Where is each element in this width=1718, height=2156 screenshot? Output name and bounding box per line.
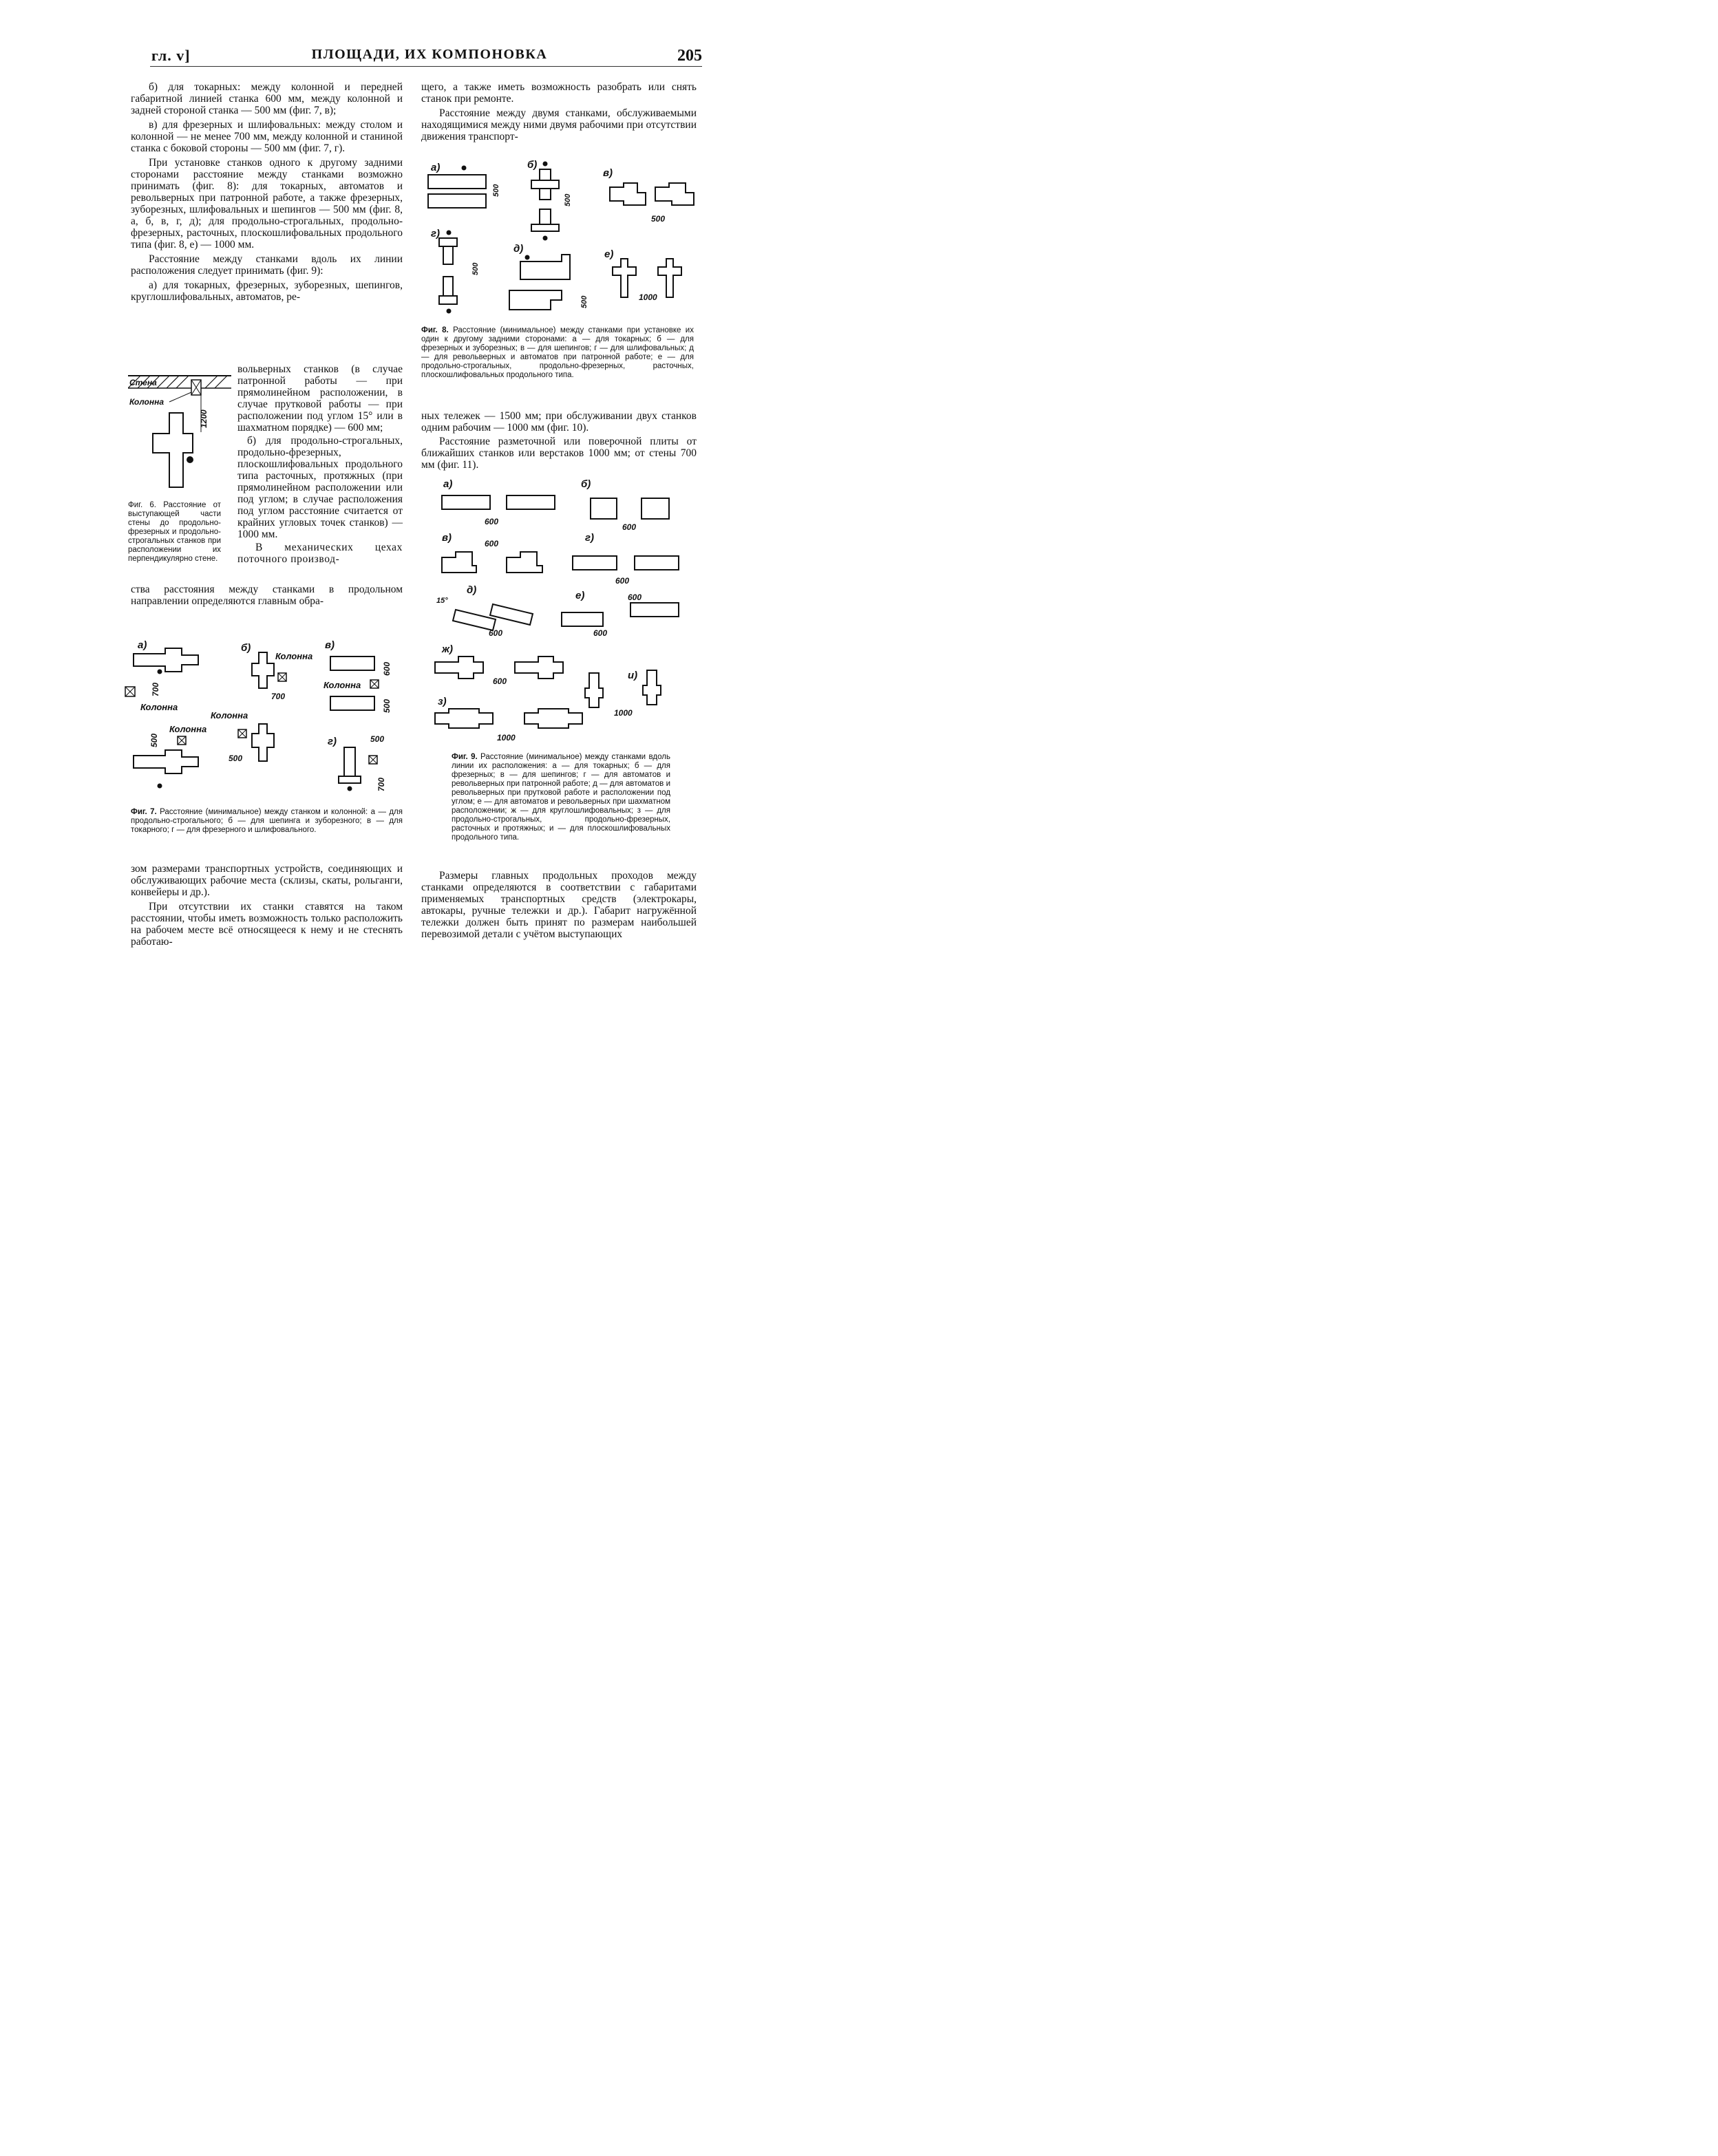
left-column-beside-fig6: [237, 363, 403, 566]
header-rule: [150, 66, 702, 67]
fig9-label-zh: ж): [442, 643, 454, 655]
fig8-label-e: е): [604, 248, 614, 260]
dim-500: 500: [229, 754, 243, 763]
fig7-label-v: в): [325, 639, 335, 651]
fig9-label-g: г): [585, 532, 595, 544]
dim-1000: 1000: [639, 292, 657, 302]
paragraph: зом размерами транспортных устройств, соединяющих и обслуживающих рабочие места (склизы, скаты, рольганги, конвейеры и др.).: [131, 863, 403, 898]
dim-600: 600: [493, 676, 507, 686]
fig7-column-c: Колонна: [169, 724, 207, 734]
fig9-label-b: б): [581, 478, 591, 490]
paragraph: ства расстояния между станками в продольном направлении определяются главным обра-: [131, 584, 403, 607]
paragraph: в) для фрезерных и шлифовальных: между столом и колонной — не менее 700 мм, между колонной и станиной станка с боковой стороны — 500 мм (фиг. 7, г).: [131, 119, 403, 154]
paragraph: Расстояние разметочной или поверочной плиты от ближайших станков или верстаков 1000 мм; от стены 700 мм (фиг. 11).: [421, 436, 697, 471]
dim-700: 700: [151, 682, 160, 696]
fig8-caption-label: Фиг. 8.: [421, 326, 449, 334]
dim-600: 600: [382, 661, 392, 676]
figure-9: [428, 475, 690, 747]
fig6-caption-text: Фиг. 6. Расстояние от выступающей части стены до продольно-фрезерных и продольно-строгальных станков при расположении их перпендикулярно стене.: [128, 501, 221, 563]
left-column-bottom: [131, 863, 403, 950]
dim-1000: 1000: [614, 708, 633, 718]
fig7-column-d: Колонна: [211, 710, 248, 721]
dim-600: 600: [485, 539, 499, 548]
fig7-caption: [131, 808, 403, 835]
dim-500: 500: [471, 262, 480, 275]
fig9-caption-text: Расстояние (минимальное) между станками вдоль линии их расположения: а — для токарных; б — для фрезерных; в — для шепингов; г — для автоматов и револьверных при патронной работе; д — для автоматов и револьверных при прутковой работе и расположении под углом; е — для автоматов и револьверных при шахматном расположении; ж — для круглошлифовальных; з — для продольно-строгальных, продольно-фрезерных, расточных и протяжных; и — для плоскошлифовальных продольного типа.: [452, 753, 670, 842]
paragraph: вольверных станков (в случае патронной работы — при прямолинейном расположении, в случае прутковой работы — при расположении под углом 15° или в шахматном порядке) — 600 мм;: [237, 363, 403, 434]
fig7-column-a: Колонна: [140, 702, 178, 712]
dim-1000: 1000: [497, 733, 516, 743]
dim-700: 700: [271, 692, 286, 701]
fig8-label-d: д): [513, 243, 524, 255]
dim-600: 600: [622, 522, 637, 532]
paragraph: В механических цехах поточного производ-: [237, 542, 403, 565]
dim-500: 500: [492, 184, 500, 197]
fig9-label-d: д): [467, 584, 477, 596]
dim-700: 700: [377, 777, 386, 791]
figure-8: [424, 156, 699, 321]
dim-1200: 1200: [199, 409, 209, 428]
fig7-caption-text: Расстояние (минимальное) между станком и колонной: а — для продольно-строгального; б — для шепинга и зуборезного; в — для токарного; г — для фрезерного и шлифовального.: [131, 808, 403, 834]
figure-7: [124, 633, 399, 805]
dim-500: 500: [564, 193, 572, 206]
page-number: 205: [677, 47, 702, 65]
fig7-label-b: б): [241, 642, 251, 654]
paragraph: б) для продольно-строгальных, продольно-фрезерных, плоскошлифовальных продольного типа расточных, протяжных (при прямолинейном расположении или под углом; в случае расположения под углом расстояние считается от крайних угловых точек станков) — 1000 мм.: [237, 435, 403, 540]
fig7-column-v: Колонна: [324, 680, 361, 690]
wall-label: Стена: [129, 378, 157, 387]
fig9-label-z: з): [438, 696, 447, 707]
fig8-label-g: г): [431, 228, 441, 239]
paragraph: Расстояние между станками вдоль их линии расположения следует принимать (фиг. 9):: [131, 253, 403, 277]
chapter-label: гл. v]: [151, 47, 191, 64]
left-column-upper: [131, 81, 403, 306]
paragraph: щего, а также иметь возможность разобрать или снять станок при ремонте.: [421, 81, 697, 105]
fig9-label-v: в): [442, 532, 452, 544]
fig7-label-g: г): [328, 736, 337, 747]
fig9-label-i: и): [628, 670, 638, 681]
fig7-column-b: Колонна: [275, 651, 313, 661]
fig8-caption-text: Расстояние (минимальное) между станками при установке их один к другому задними сторонами: а — для токарных; б — для фрезерных и зуборезных; в — для шепингов; г — для шлифовальных; д — для револьверных и автоматов при патронной работе; е — для продольно-строгальных, продольно-фрезерных, расточных, плоскошлифовальных продольного типа.: [421, 326, 694, 379]
fig9-label-a: а): [443, 478, 453, 490]
book-page: [0, 0, 859, 1078]
dim-600: 600: [485, 517, 499, 526]
paragraph: б) для токарных: между колонной и передней габаритной линией станка 600 мм, между колонной и задней стороной станка — 500 мм (фиг. 7, в);: [131, 81, 403, 116]
paragraph: При установке станков одного к другому задними сторонами расстояние между станками возможно принимать (фиг. 8): для токарных, автоматов и револьверных при патронной работе, а также фрезерных, зуборезных, шлифовальных и шепингов — 500 мм (фиг. 8, а, б, в, г, д); для продольно-строгальных, продольно-фрезерных, расточных, плоскошлифовальных продольного типа (фиг. 8, е) — 1000 мм.: [131, 157, 403, 250]
left-column-lower: [131, 584, 403, 608]
fig9-caption-label: Фиг. 9.: [452, 753, 478, 761]
right-column-middle: [421, 410, 697, 473]
dim-500: 500: [580, 295, 588, 308]
fig8-label-b: б): [527, 159, 538, 171]
fig8-label-v: в): [603, 167, 613, 179]
paragraph: Размеры главных продольных проходов между станками определяются в соответствии с габаритами применяемых транспортных средств (электрокары, автокары, ручные тележки и др.). Габарит нагружённой тележки должен быть принят по размерам наибольшей перевозимой детали с учётом выступающих: [421, 870, 697, 940]
dim-500: 500: [149, 733, 159, 747]
column-label: Колонна: [129, 397, 165, 407]
fig7-label-a: а): [138, 639, 147, 651]
paragraph: а) для токарных, фрезерных, зуборезных, шепингов, круглошлифовальных, автоматов, ре-: [131, 279, 403, 303]
dim-600: 600: [628, 593, 642, 602]
fig9-label-e: е): [575, 590, 585, 601]
dim-600: 600: [615, 576, 630, 586]
paragraph: Расстояние между двумя станками, обслуживаемыми находящимися между ними двумя рабочими при отсутствии движения транспорт-: [421, 107, 697, 142]
figure-6: [128, 372, 235, 495]
fig9-caption: [452, 753, 670, 842]
angle-15: 15°: [436, 597, 448, 605]
dim-500: 500: [382, 698, 392, 713]
dim-500: 500: [370, 734, 385, 744]
paragraph: ных тележек — 1500 мм; при обслуживании двух станков одним рабочим — 1000 мм (фиг. 10).: [421, 410, 697, 434]
right-column-bottom: [421, 870, 697, 940]
dim-600: 600: [489, 628, 503, 638]
right-column-upper: [421, 81, 697, 145]
fig6-caption: [128, 501, 221, 564]
paragraph: При отсутствии их станки ставятся на таком расстоянии, чтобы иметь возможность только расположить на рабочем месте всё относящееся к нему и не стеснять работаю-: [131, 901, 403, 948]
fig8-caption: [421, 326, 694, 380]
fig7-caption-label: Фиг. 7.: [131, 808, 157, 816]
fig8-label-a: а): [431, 162, 441, 173]
dim-500: 500: [651, 214, 666, 224]
running-title: ПЛОЩАДИ, ИХ КОМПОНОВКА: [311, 47, 548, 62]
dim-600: 600: [593, 628, 608, 638]
